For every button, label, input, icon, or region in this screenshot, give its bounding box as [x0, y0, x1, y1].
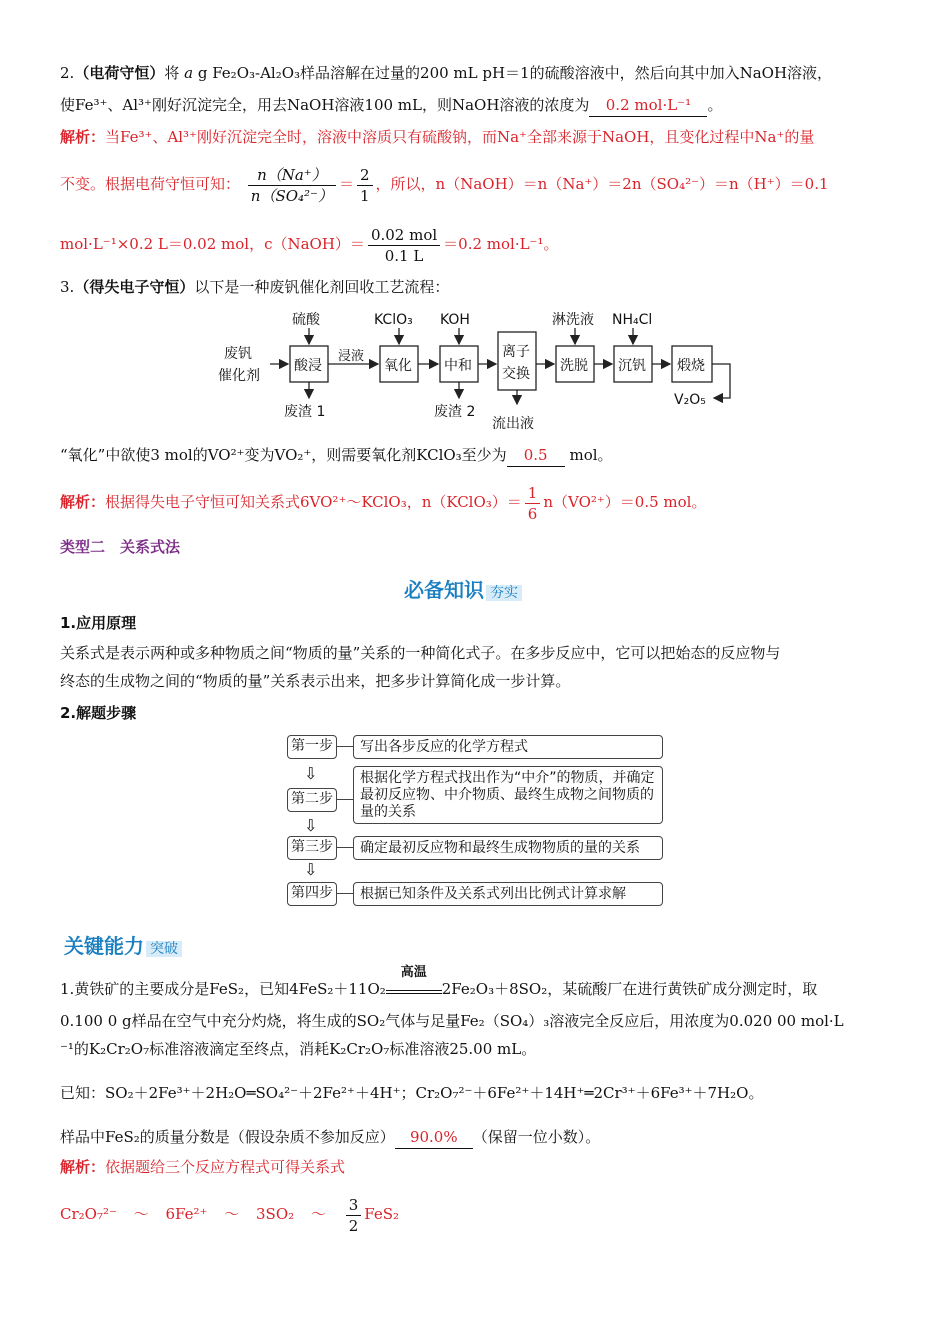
down-arrow-icon: ⇩: [304, 764, 318, 783]
q2-tag: （电荷守恒）: [74, 64, 165, 82]
step4-label: 第四步: [287, 882, 337, 906]
q2-stem-a: 将: [164, 64, 180, 82]
q2-stem-line2-text: 使Fe³⁺、Al³⁺刚好沉淀完全，用去NaOH溶液100 mL，则NaOH溶液的浓度为: [60, 96, 590, 114]
step2-label: 第二步: [287, 788, 337, 812]
flow-box-calcine: 煅烧: [677, 358, 705, 374]
ex1-line1b: 2Fe₂O₃＋8SO₂，某硫酸厂在进行黄铁矿成分测定时，取: [441, 980, 818, 998]
flow-box-exchange: 交换: [502, 366, 530, 382]
ex1-condition: 高温: [400, 965, 427, 980]
q3-question-b: mol。: [569, 446, 613, 464]
p2-title: 2.解题步骤: [60, 704, 137, 722]
q2-number: 2.: [60, 64, 75, 82]
rel-sep: ～: [310, 1205, 326, 1223]
down-arrow-icon: ⇩: [304, 816, 318, 835]
q3-analysis: [60, 478, 890, 526]
ex1-relation: [60, 1190, 890, 1238]
frac-num: 3: [346, 1195, 362, 1216]
q2-answer-blank[interactable]: 0.2 mol·L⁻¹: [589, 94, 707, 117]
q3-question-a: “氧化”中欲使3 mol的VO²⁺变为VO₂⁺，则需要氧化剂KClO₃至少为: [60, 446, 507, 464]
rel-fes2: FeS₂: [364, 1205, 400, 1223]
flow-start-1: 废钒: [224, 346, 252, 362]
frac-den: 2: [348, 1216, 359, 1235]
flow-box-ion: 离子: [502, 344, 530, 360]
flow-top-kclo3: KClO₃: [374, 312, 413, 328]
ex1-line2: 0.100 0 g样品在空气中充分灼烧，将生成的SO₂气体与足量Fe₂（SO₄）₃溶液完全反应后，用浓度为0.020 00 mol·L: [60, 1012, 844, 1030]
frac-den: 6: [527, 504, 538, 523]
q2-stem-end: 。: [707, 96, 723, 114]
flow-mid-leachate: 浸液: [338, 349, 365, 364]
q3-stem: [60, 276, 890, 298]
p1-text2: 终态的生成物之间的“物质的量”关系表示出来，把多步计算简化成一步计算。: [60, 672, 571, 690]
q2-analysis-2a: 不变。根据电荷守恒可知：: [60, 175, 241, 193]
q2-analysis-line1: [60, 126, 890, 148]
q2-analysis-3a: mol·L⁻¹×0.2 L＝0.02 mol，c（NaOH）＝: [60, 235, 365, 253]
ex1-answer-blank[interactable]: 90.0%: [395, 1126, 473, 1149]
p1-title: 1.应用原理: [60, 614, 137, 632]
ex1-analysis-label: 解析：: [60, 1158, 106, 1176]
q2-stem-b: g Fe₂O₃-Al₂O₃样品溶解在过量的200 mL pH＝1的硫酸溶液中，然后向其中加入NaOH溶液，: [193, 64, 833, 82]
flow-bottom-effluent: 流出液: [492, 416, 534, 432]
ex1-known: 已知：SO₂＋2Fe³⁺＋2H₂O═SO₄²⁻＋2Fe²⁺＋4H⁺；Cr₂O₇²⁻＋6Fe²⁺＋14H⁺═2Cr³⁺＋6Fe³⁺＋7H₂O。: [60, 1084, 764, 1102]
rel-fe2: 6Fe²⁺: [165, 1205, 208, 1223]
step3-label: 第三步: [287, 836, 337, 860]
q3-analysis-a: 根据得失电子守恒可知关系式6VO²⁺～KClO₃，n（KClO₃）＝: [105, 493, 522, 511]
ex1-question-a: 样品中FeS₂的质量分数是（假设杂质不参加反应）: [60, 1128, 395, 1146]
frac-den: n（SO₄²⁻）: [250, 186, 333, 205]
flow-top-nh4cl: NH₄Cl: [612, 312, 653, 328]
frac-den: 0.1 L: [384, 246, 424, 265]
q2-analysis-line3: [60, 220, 890, 268]
q2-fraction-2-1: [357, 165, 373, 206]
step1-label: 第一步: [287, 735, 337, 759]
q2-fraction-conc: [368, 225, 440, 266]
flow-box-precipitate: 沉钒: [618, 358, 646, 374]
q2-analysis-2b: ，所以，n（NaOH）＝n（Na⁺）＝2n（SO₄²⁻）＝n（H⁺）＝0.1: [375, 175, 829, 193]
q3-fraction-1-6: [525, 483, 541, 524]
rel-sep: ～: [133, 1205, 149, 1223]
ex1-analysis: [60, 1156, 890, 1178]
step4-text: 根据已知条件及关系式列出比例式计算求解: [353, 882, 663, 906]
step2-connector: [337, 799, 353, 800]
ability-title: 关键能力: [64, 934, 144, 958]
rel-so2: 3SO₂: [256, 1205, 295, 1223]
step4-connector: [337, 893, 353, 894]
q2-analysis-3b: ＝0.2 mol·L⁻¹。: [443, 235, 559, 253]
flow-top-koh: KOH: [440, 312, 470, 328]
ex1-reaction-arrow: [386, 965, 442, 994]
q3-number: 3.: [60, 278, 75, 296]
flow-top-sulfuric: 硫酸: [292, 312, 320, 328]
ex1-line3: ⁻¹的K₂Cr₂O₇标准溶液滴定至终点，消耗K₂Cr₂O₇标准溶液25.00 mL。: [60, 1040, 537, 1058]
ability-heading: [64, 930, 182, 959]
frac-den: 1: [360, 186, 370, 205]
q3-analysis-label: 解析：: [60, 493, 106, 511]
ability-tag: 突破: [146, 941, 182, 957]
q2-analysis-1: 当Fe³⁺、Al³⁺刚好沉淀完全时，溶液中溶质只有硫酸钠，而Na⁺全部来源于NaOH，且变化过程中Na⁺的量: [105, 128, 815, 146]
flow-bottom-slag1: 废渣 1: [284, 404, 326, 420]
step3-connector: [337, 847, 353, 848]
rel-sep: ～: [224, 1205, 240, 1223]
ex1-analysis-text: 依据题给三个反应方程式可得关系式: [105, 1158, 346, 1176]
q3-answer-blank[interactable]: 0.5: [507, 444, 565, 467]
ex1-question: [60, 1126, 890, 1149]
q3-question: [60, 444, 890, 467]
flow-start-2: 催化剂: [218, 368, 260, 384]
step3-text: 确定最初反应物和最终生成物物质的量的关系: [353, 836, 663, 860]
flow-box-elution: 洗脱: [560, 358, 588, 374]
q2-fraction-na-so4: [248, 165, 336, 206]
frac-num: n（Na⁺）: [248, 165, 336, 186]
knowledge-tag: 夯实: [486, 585, 522, 601]
flow-box-neutralize: 中和: [444, 358, 472, 374]
step1-connector: [337, 746, 353, 747]
q2-stem-line2: [60, 94, 890, 117]
q2-stem-line1: 2.（电荷守恒）将 a g Fe₂O₃-Al₂O₃样品溶解在过量的200 mL pH＝1的硫酸溶液中，然后向其中加入NaOH溶液，: [60, 64, 833, 82]
q3-flow-diagram: [210, 304, 750, 436]
frac-num: 1: [525, 483, 541, 504]
flow-box-oxidation: 氧化: [384, 358, 412, 374]
frac-num: 2: [357, 165, 373, 186]
q2-analysis-line2: 不变。根据电荷守恒可知： $\frac{n(Na^+)}{\text{n（SO₄²⁻）}}$ ＝ $\frac{2}{1}$ ，所以，n（NaOH）＝n（Na⁺）＝2n（SO₄²⁻）＝n（H⁺）＝0.1: [60, 165, 829, 205]
ex1-question-b: （保留一位小数）。: [472, 1128, 601, 1146]
knowledge-heading: [404, 574, 522, 603]
step2-text: 根据化学方程式找出作为“中介”的物质，并确定最初反应物、中介物质、最终生成物之间物质的量的关系: [353, 766, 663, 824]
step1-text: 写出各步反应的化学方程式: [353, 735, 663, 759]
flow-bottom-slag2: 废渣 2: [434, 404, 476, 420]
q3-analysis-b: n（VO²⁺）＝0.5 mol。: [543, 493, 707, 511]
frac-num: 0.02 mol: [368, 225, 440, 246]
p1-text1: 关系式是表示两种或多种物质之间“物质的量”关系的一种简化式子。在多步反应中，它可以把始态的反应物与: [60, 644, 781, 662]
type2-title: 类型二 关系式法: [60, 538, 181, 556]
q3-stem-text: 以下是一种废钒催化剂回收工艺流程：: [194, 278, 450, 296]
ex1-line1a: 1.黄铁矿的主要成分是FeS₂，已知4FeS₂＋11O₂: [60, 980, 386, 998]
flow-box-acid-leach: 酸浸: [294, 358, 322, 374]
rel-cr2o7: Cr₂O₇²⁻: [60, 1205, 117, 1223]
flow-product-v2o5: V₂O₅: [674, 392, 706, 408]
down-arrow-icon: ⇩: [304, 860, 318, 879]
rel-fraction: [346, 1195, 362, 1236]
q2-analysis-label: 解析：: [60, 128, 106, 146]
ex1-line1: [60, 965, 890, 1000]
q3-tag: （得失电子守恒）: [74, 278, 195, 296]
knowledge-title: 必备知识: [404, 578, 484, 602]
flow-top-rinse: 淋洗液: [552, 312, 594, 328]
